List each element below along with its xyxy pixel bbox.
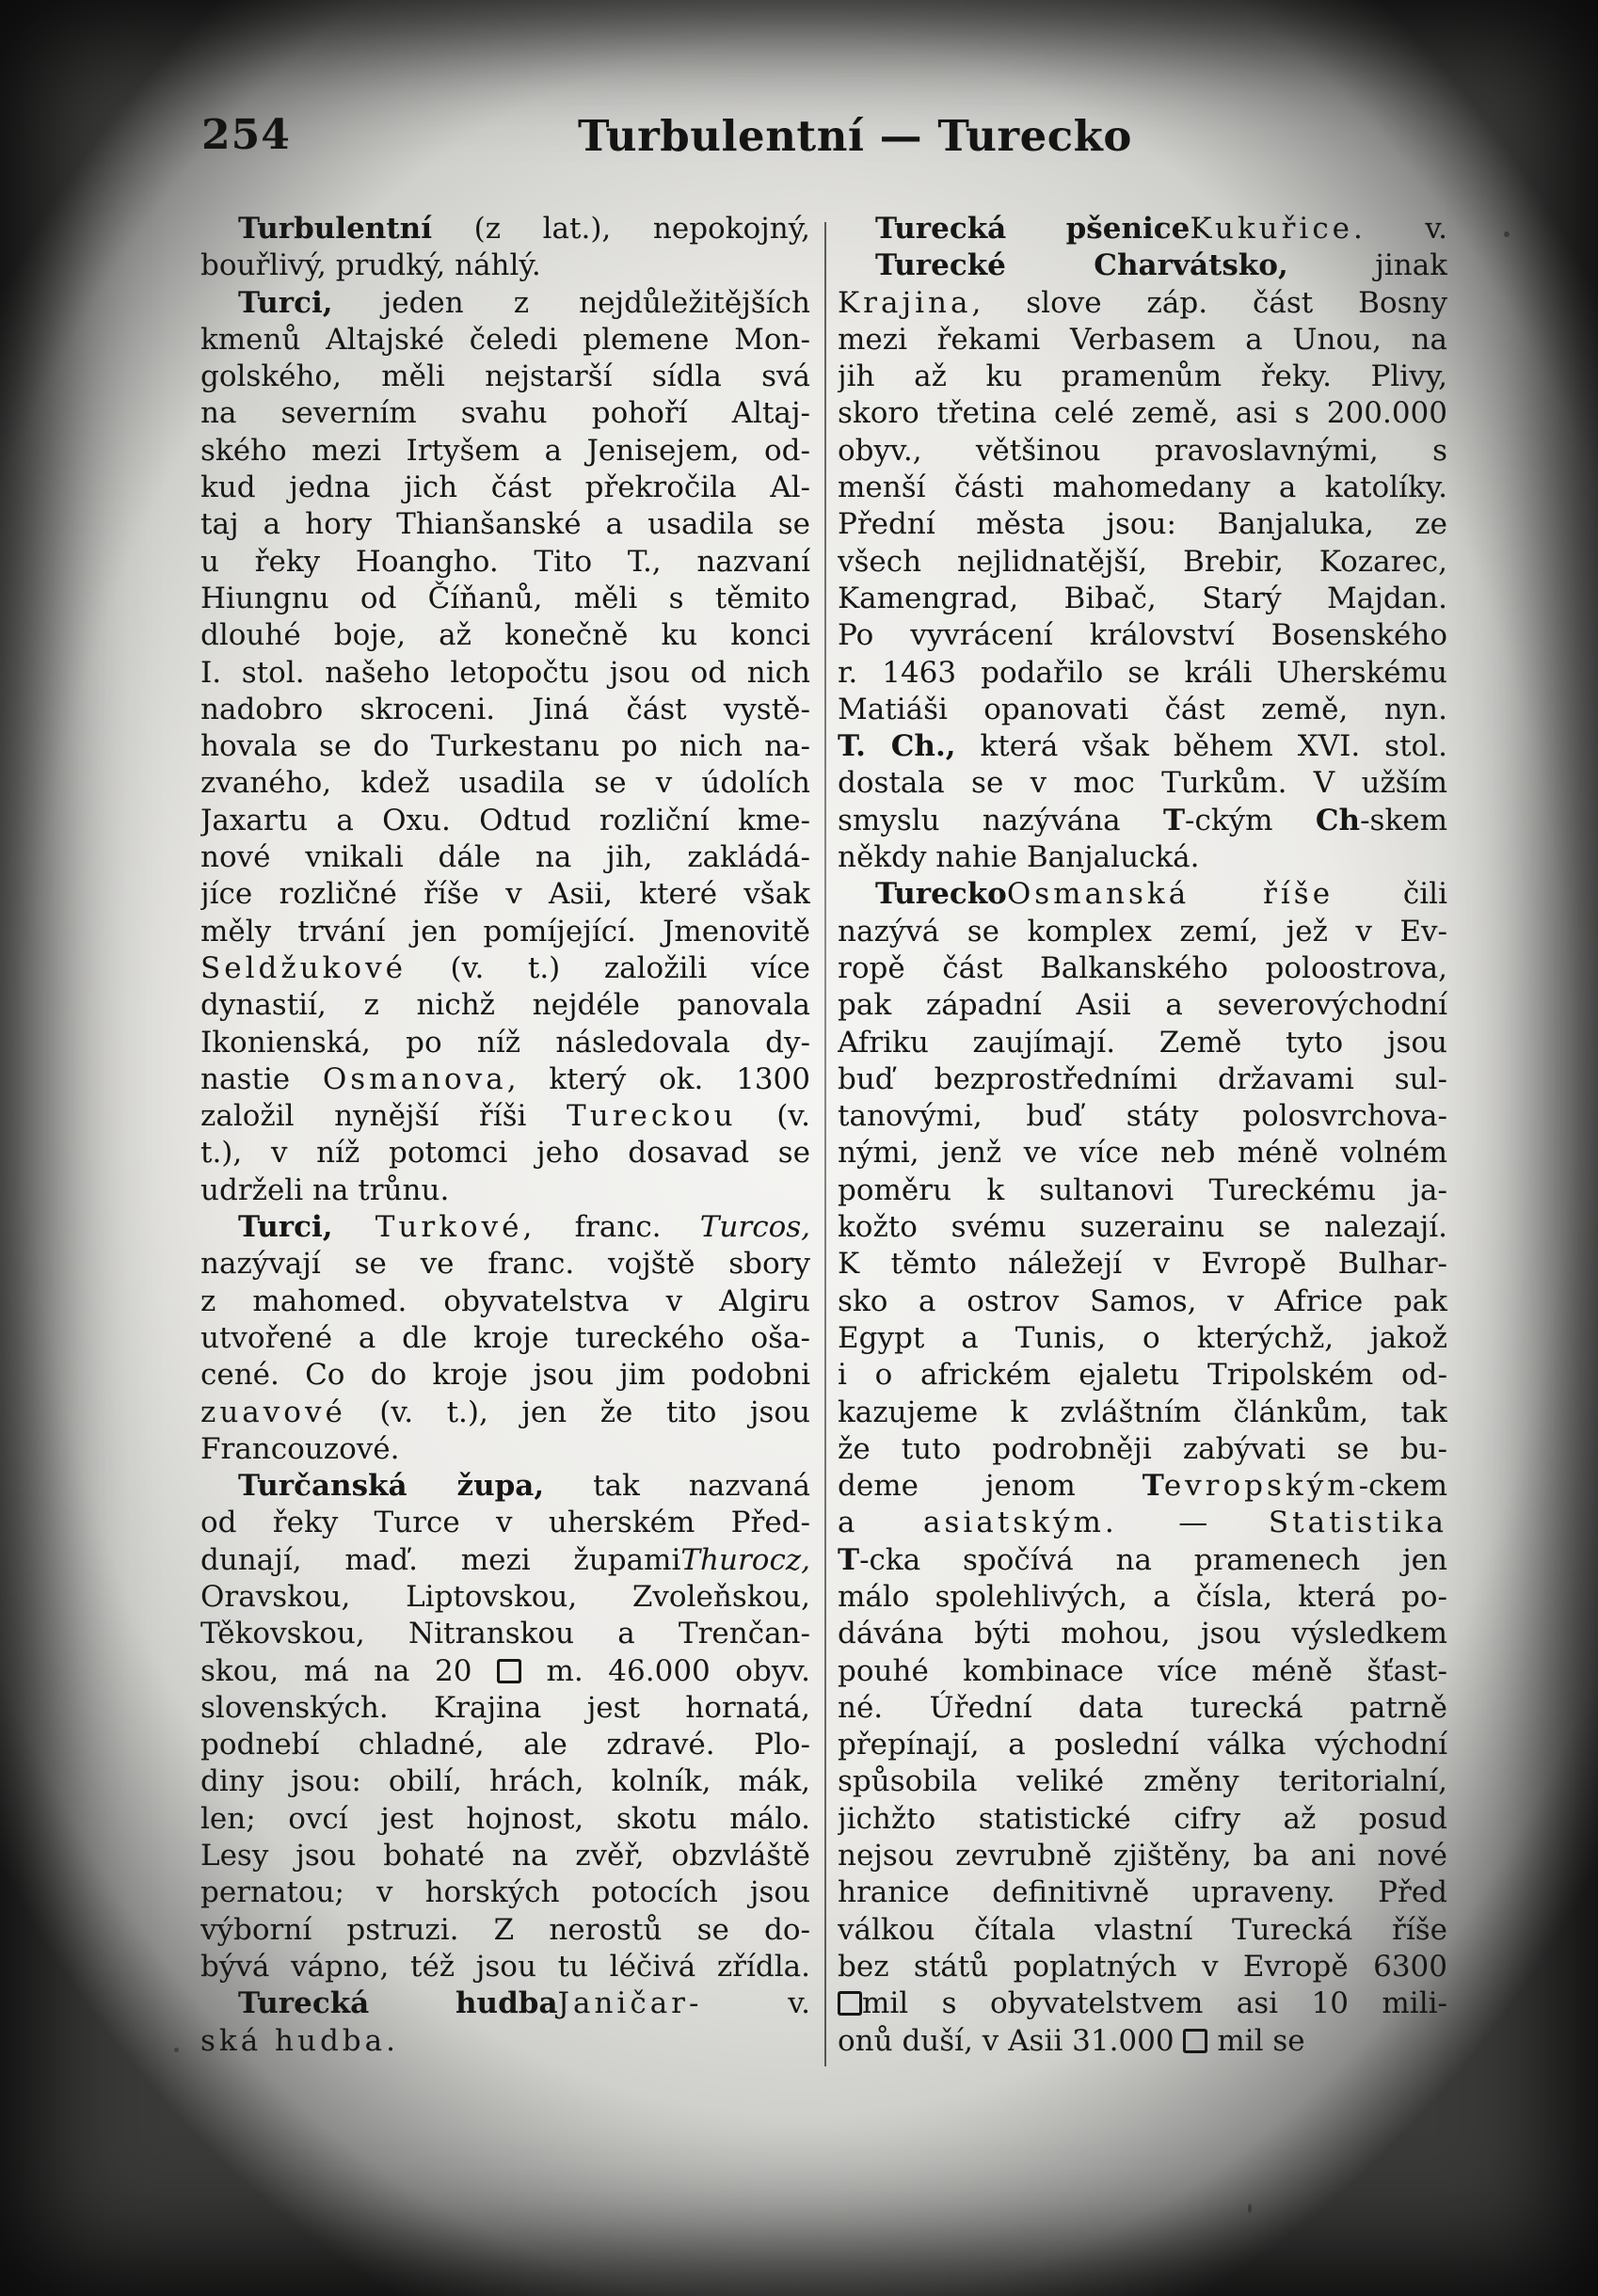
line-text: kmenů Altajské čeledi plemene Mon- [200,322,810,357]
line-text: pouhé kombinace více méně šťast- [838,1653,1447,1688]
text-line [838,506,1447,543]
line-text: tak nazvaná [544,1469,810,1504]
text-line [200,803,810,839]
line-text: buď bezprostředními državami sul- [838,1061,1447,1096]
spaced-term: Kukuřice. [1190,212,1366,246]
line-text: slovenských. Krajina jest hornatá, [200,1690,810,1725]
spaced-term: a asiatským. [838,1506,1118,1540]
text-line [200,1763,810,1800]
line-text: Přední města jsou: Banjaluka, ze [838,507,1447,542]
text-line [200,1949,810,1985]
line-text: (v. [736,1099,810,1134]
text-line [838,247,1447,284]
text-line [200,2023,810,2060]
line-text: obyv., většinou pravoslavnými, s [838,433,1447,468]
text-line [200,1025,810,1061]
text-line [838,1395,1447,1431]
line-text: dlouhé boje, až konečně ku konci [200,618,810,653]
line-text: měly trvání jen pomíjející. Jmenovitě [200,914,810,949]
line-text: (z lat.), nepokojný, [431,212,810,246]
line-text: dynastií, z nichž nejdéle panovala [200,988,810,1023]
text-line [838,803,1447,839]
text-line [838,876,1447,913]
line-text: málo spolehlivých, a čísla, která po- [838,1579,1447,1614]
text-line [838,1542,1447,1579]
text-line [200,506,810,543]
line-text: Egypt a Tunis, o kterýchž, jakož [838,1320,1447,1355]
text-line [838,617,1447,654]
line-text: zvaného, kdež usadila se v údolích [200,766,810,801]
text-line [200,322,810,359]
line-text: hranice definitivně upraveny. Před [838,1875,1447,1910]
text-line [200,1838,810,1874]
entry-headword: Turbulentní [238,212,432,246]
text-line [200,211,810,247]
text-line [838,1653,1447,1690]
left-column [200,211,810,2060]
line-text: t.), v níž potomci jeho dosavad se [200,1136,810,1171]
text-line [838,765,1447,802]
text-line [838,1838,1447,1874]
line-text: Po vyvrácení království Bosenského [838,618,1447,653]
text-line [200,581,810,617]
text-line [200,395,810,432]
line-text: někdy nahie Banjalucká. [838,840,1200,875]
entry-headword: T [1162,803,1186,837]
text-line [838,692,1447,728]
line-text: onů duší, v Asii 31.000 [838,2023,1184,2058]
line-text: dunají, maď. [200,1542,461,1577]
line-text: z mahomed. obyvatelstva v Algiru [200,1284,810,1318]
line-text: podnebí chladné, ale zdravé. Plo- [200,1728,810,1762]
text-line [838,1874,1447,1911]
text-line [838,211,1447,247]
print-speck [1504,231,1510,237]
text-line [200,950,810,987]
text-line [838,1025,1447,1061]
text-line [200,1172,810,1209]
line-text: , slove záp. část Bosny [971,285,1447,320]
text-line [200,285,810,322]
text-line [200,876,810,913]
italic-term: Thurocz, [680,1542,810,1577]
text-line [838,1985,1447,2022]
line-text: diny jsou: obilí, hrách, kolník, mák, [200,1764,810,1799]
text-line [200,655,810,692]
text-line [200,1468,810,1505]
line-text: K těmto náležejí v Evropě Bulhar- [838,1247,1447,1282]
text-line [200,1395,810,1431]
line-text: nými, jenž ve více neb méně volném [838,1136,1447,1171]
line-text: že tuto podrobněji zabývati se bu- [838,1431,1447,1466]
text-line [200,728,810,765]
line-text: né. Úřední data turecká patrně [838,1690,1447,1725]
entry-headword: Turčanská župa, [238,1469,545,1504]
line-text: Afriku zaujímají. Země tyto jsou [838,1025,1447,1060]
text-line [200,1727,810,1763]
line-text: založil nynější říši [200,1099,567,1134]
line-text: která však během XVI. stol. [955,729,1447,764]
spaced-term: Tureckou [567,1099,737,1134]
line-text: Ikonienská, po níž následovala dy- [200,1025,810,1060]
running-title: Turbulentní — Turecko [578,111,1132,161]
line-text: cené. Co do kroje jsou jim podobni [200,1358,810,1393]
text-line [200,1653,810,1690]
text-line [200,1246,810,1283]
text-line [200,1431,810,1468]
line-text: golského, měli nejstarší sídla svá [200,359,810,394]
spaced-term: ská hudba [200,2023,387,2058]
spaced-term: Osmanova [322,1061,507,1096]
line-text: -skem [1360,803,1447,837]
text-line [838,1246,1447,1283]
line-text: bývá vápno, též jsou tu léčivá zřídla. [200,1949,810,1984]
print-speck [174,2048,179,2052]
line-text: dávána býti mohou, jsou výsledkem [838,1617,1447,1651]
text-line [200,1874,810,1911]
spaced-term: Osmanská říše [1006,877,1334,912]
line-text: dostala se v moc Turkům. V užším [838,766,1447,801]
text-line [838,1912,1447,1949]
line-text: v. [702,1986,810,2021]
entry-headword: Turecké Charvátsko, [875,248,1288,283]
text-line [838,1949,1447,1985]
line-text: skoro třetina celé země, asi s 200.000 [838,396,1447,431]
entry-headword: T [838,1542,860,1577]
line-text: Jaxartu a Oxu. Odtud rozliční kme- [200,803,810,837]
text-line [838,1801,1447,1838]
spaced-term: Janičar- [557,1986,703,2021]
line-text: -ckem [1358,1469,1447,1504]
text-line [200,1912,810,1949]
line-text: nastie [200,1061,323,1096]
line-text: mezi řekami Verbasem a Unou, na [838,322,1447,357]
square-mile-symbol [497,1659,521,1683]
line-text: u řeky Hoangho. Tito T., nazvaní [200,544,810,579]
text-line [838,395,1447,432]
right-column [838,211,1447,2060]
line-text: -cka spočívá na pramenech jen [859,1542,1447,1577]
line-text: bez států poplatných v Evropě 6300 [838,1949,1447,1984]
text-line [200,247,810,284]
line-text: deme jenom [838,1469,1143,1504]
line-text: nazývají se ve franc. vojště sbory [200,1247,810,1282]
entry-headword: Turci, [238,1210,333,1245]
text-line [200,1505,810,1541]
line-text: Francouzové. [200,1431,400,1466]
line-text: pernatou; v horských potocích jsou [200,1875,810,1910]
text-line [200,1579,810,1616]
text-line [200,1542,810,1579]
text-line [200,433,810,470]
line-text: kud jedna jich část překročila Al- [200,470,810,505]
line-text: pak západní Asii a severovýchodní [838,988,1447,1023]
line-text: všech nejlidnatější, Brebir, Kozarec, [838,544,1447,579]
text-line [838,1209,1447,1246]
line-text: mezi župami [460,1542,681,1577]
italic-term: Turcos, [699,1210,810,1245]
text-line [200,692,810,728]
line-text: kazujeme k zvláštním článkům, tak [838,1395,1447,1429]
entry-headword: Turecká pšenice [875,212,1191,246]
line-text: i o africkém ejaletu Tripolském od- [838,1358,1447,1393]
line-text: skou, má na 20 [200,1653,498,1688]
entry-headword: T [1142,1469,1164,1504]
text-line [200,470,810,506]
text-line [838,839,1447,876]
text-line [838,1061,1447,1098]
line-text: jih až ku pramenům řeky. Plivy, [838,359,1447,394]
text-line [838,1505,1447,1541]
line-text: čili [1334,877,1447,912]
page-number: 254 [201,111,291,159]
line-text: (v. t.) založili více [406,950,810,985]
text-line [838,1727,1447,1763]
line-text: tanovými, buď státy polosvrchova- [838,1099,1447,1134]
line-text: utvořené a dle kroje tureckého oša- [200,1320,810,1355]
line-text: válkou čítala vlastní Turecká říše [838,1912,1447,1947]
print-speck [1248,2204,1252,2213]
text-line [838,285,1447,322]
text-line [838,1431,1447,1468]
line-text: jichžto statistické cifry až posud [838,1801,1447,1836]
text-line [838,433,1447,470]
text-line [838,544,1447,581]
text-line [200,1616,810,1652]
text-line [838,1320,1447,1357]
running-head [201,111,1425,177]
line-text: Lesy jsou bohaté na zvěř, obzvláště [200,1839,810,1873]
line-text: jinak [1287,248,1447,283]
column-divider [824,222,826,2066]
text-line [200,1098,810,1135]
text-line [838,359,1447,395]
line-text: udrželi na trůnu. [200,1172,450,1207]
line-text: len; ovcí jest hojnost, skotu málo. [200,1801,810,1836]
text-line [838,1579,1447,1616]
text-line [200,914,810,950]
line-text: hovala se do Turkestanu po nich na- [200,729,810,764]
line-text: bouřlivý, prudký, náhlý. [200,248,541,283]
line-text: nejsou zevrubně zjištěny, ba ani nové [838,1839,1447,1873]
text-line [200,839,810,876]
line-text: nové vnikali dále na jih, zakládá- [200,840,810,875]
line-text: m. 46.000 obyv. [521,1653,810,1688]
spaced-term: evropským [1163,1469,1359,1504]
line-text: -ckým [1185,803,1316,837]
spaced-term: Seldžukové [200,950,407,985]
line-text: poměru k sultanovi Tureckému ja- [838,1172,1447,1207]
line-text: sko a ostrov Samos, v Africe pak [838,1284,1447,1318]
line-text: spůsobila veliké změny teritorialní, [838,1764,1447,1799]
line-text: I. stol. našeho letopočtu jsou od nich [200,655,810,690]
line-text: (v. t.), jen že tito jsou [345,1395,810,1429]
text-line [200,1209,810,1246]
line-text: jíce rozličné říše v Asii, které však [200,877,810,912]
entry-headword: T. Ch., [838,729,956,764]
text-line [200,617,810,654]
line-text: jeden z nejdůležitějších [332,285,810,320]
text-line [838,1468,1447,1505]
entry-headword: Turci, [238,285,333,320]
line-text: Kamengrad, Bibač, Starý Majdan. [838,581,1447,615]
line-text: Oravskou, Liptovskou, Zvoleňskou, [200,1579,810,1614]
text-line [838,950,1447,987]
text-line [838,470,1447,506]
spaced-term: zuavové [200,1395,346,1429]
spaced-term: Turkové, [332,1210,536,1245]
square-mile-symbol [838,1991,862,2016]
text-line [838,1284,1447,1320]
line-text: Matiáši opanovati část země, nyn. [838,692,1447,726]
text-line [200,1801,810,1838]
text-line [838,1172,1447,1209]
text-line [838,728,1447,765]
line-text: menší části mahomedany a katolíky. [838,470,1447,505]
line-text: Hiungnu od Číňanů, měli s těmito [200,581,810,615]
text-line [838,1763,1447,1800]
line-text: na severním svahu pohoří Altaj- [200,396,810,431]
text-line [838,1357,1447,1394]
text-line [200,1690,810,1727]
text-line [200,1284,810,1320]
line-text: r. 1463 podařilo se králi Uherskému [838,655,1447,690]
line-text: v. [1366,212,1447,246]
line-text: od řeky Turce v uherském Před- [200,1506,810,1540]
text-line [838,987,1447,1024]
text-line [200,1320,810,1357]
text-line [200,1985,810,2022]
line-text: , který ok. 1300 [506,1061,810,1096]
text-line [200,544,810,581]
text-line [838,581,1447,617]
line-text: smyslu nazývána [838,803,1163,837]
line-text: — [1117,1506,1269,1540]
entry-headword: Turecko [875,877,1007,912]
line-text: mil s obyvatelstvem asi 10 mili- [862,1986,1447,2021]
spaced-term: Krajina [838,285,972,320]
text-line [838,655,1447,692]
line-text: franc. [535,1210,700,1245]
text-line [838,2023,1447,2060]
line-text: ropě část Balkanského poloostrova, [838,950,1447,985]
line-text: . [386,2023,395,2058]
line-text: taj a hory Thianšanské a usadila se [200,507,810,542]
line-text: nadobro skroceni. Jiná část vystě- [200,692,810,726]
line-text: nazývá se komplex zemí, jež v Ev- [838,914,1447,949]
line-text: přepínají, a poslední válka východní [838,1728,1447,1762]
text-line [200,987,810,1024]
square-mile-symbol [1183,2029,1207,2053]
text-line [838,1135,1447,1172]
entry-headword: Ch [1315,803,1361,837]
text-line [200,765,810,802]
text-line [200,1061,810,1098]
line-text: výborní pstruzi. Z nerostů se do- [200,1912,810,1947]
text-line [838,322,1447,359]
line-text: kožto svému suzerainu se nalezají. [838,1210,1447,1245]
line-text: mil se [1207,2023,1305,2058]
text-line [200,359,810,395]
text-line [200,1357,810,1394]
text-line [838,1690,1447,1727]
entry-headword: Turecká hudba [238,1986,558,2021]
line-text: ského mezi Irtyšem a Jenisejem, od- [200,433,810,468]
text-line [200,1135,810,1172]
text-line [838,914,1447,950]
text-line [838,1616,1447,1652]
text-line [838,1098,1447,1135]
spaced-term: Statistika [1268,1506,1447,1540]
line-text: Těkovskou, Nitranskou a Trenčan- [200,1617,810,1651]
